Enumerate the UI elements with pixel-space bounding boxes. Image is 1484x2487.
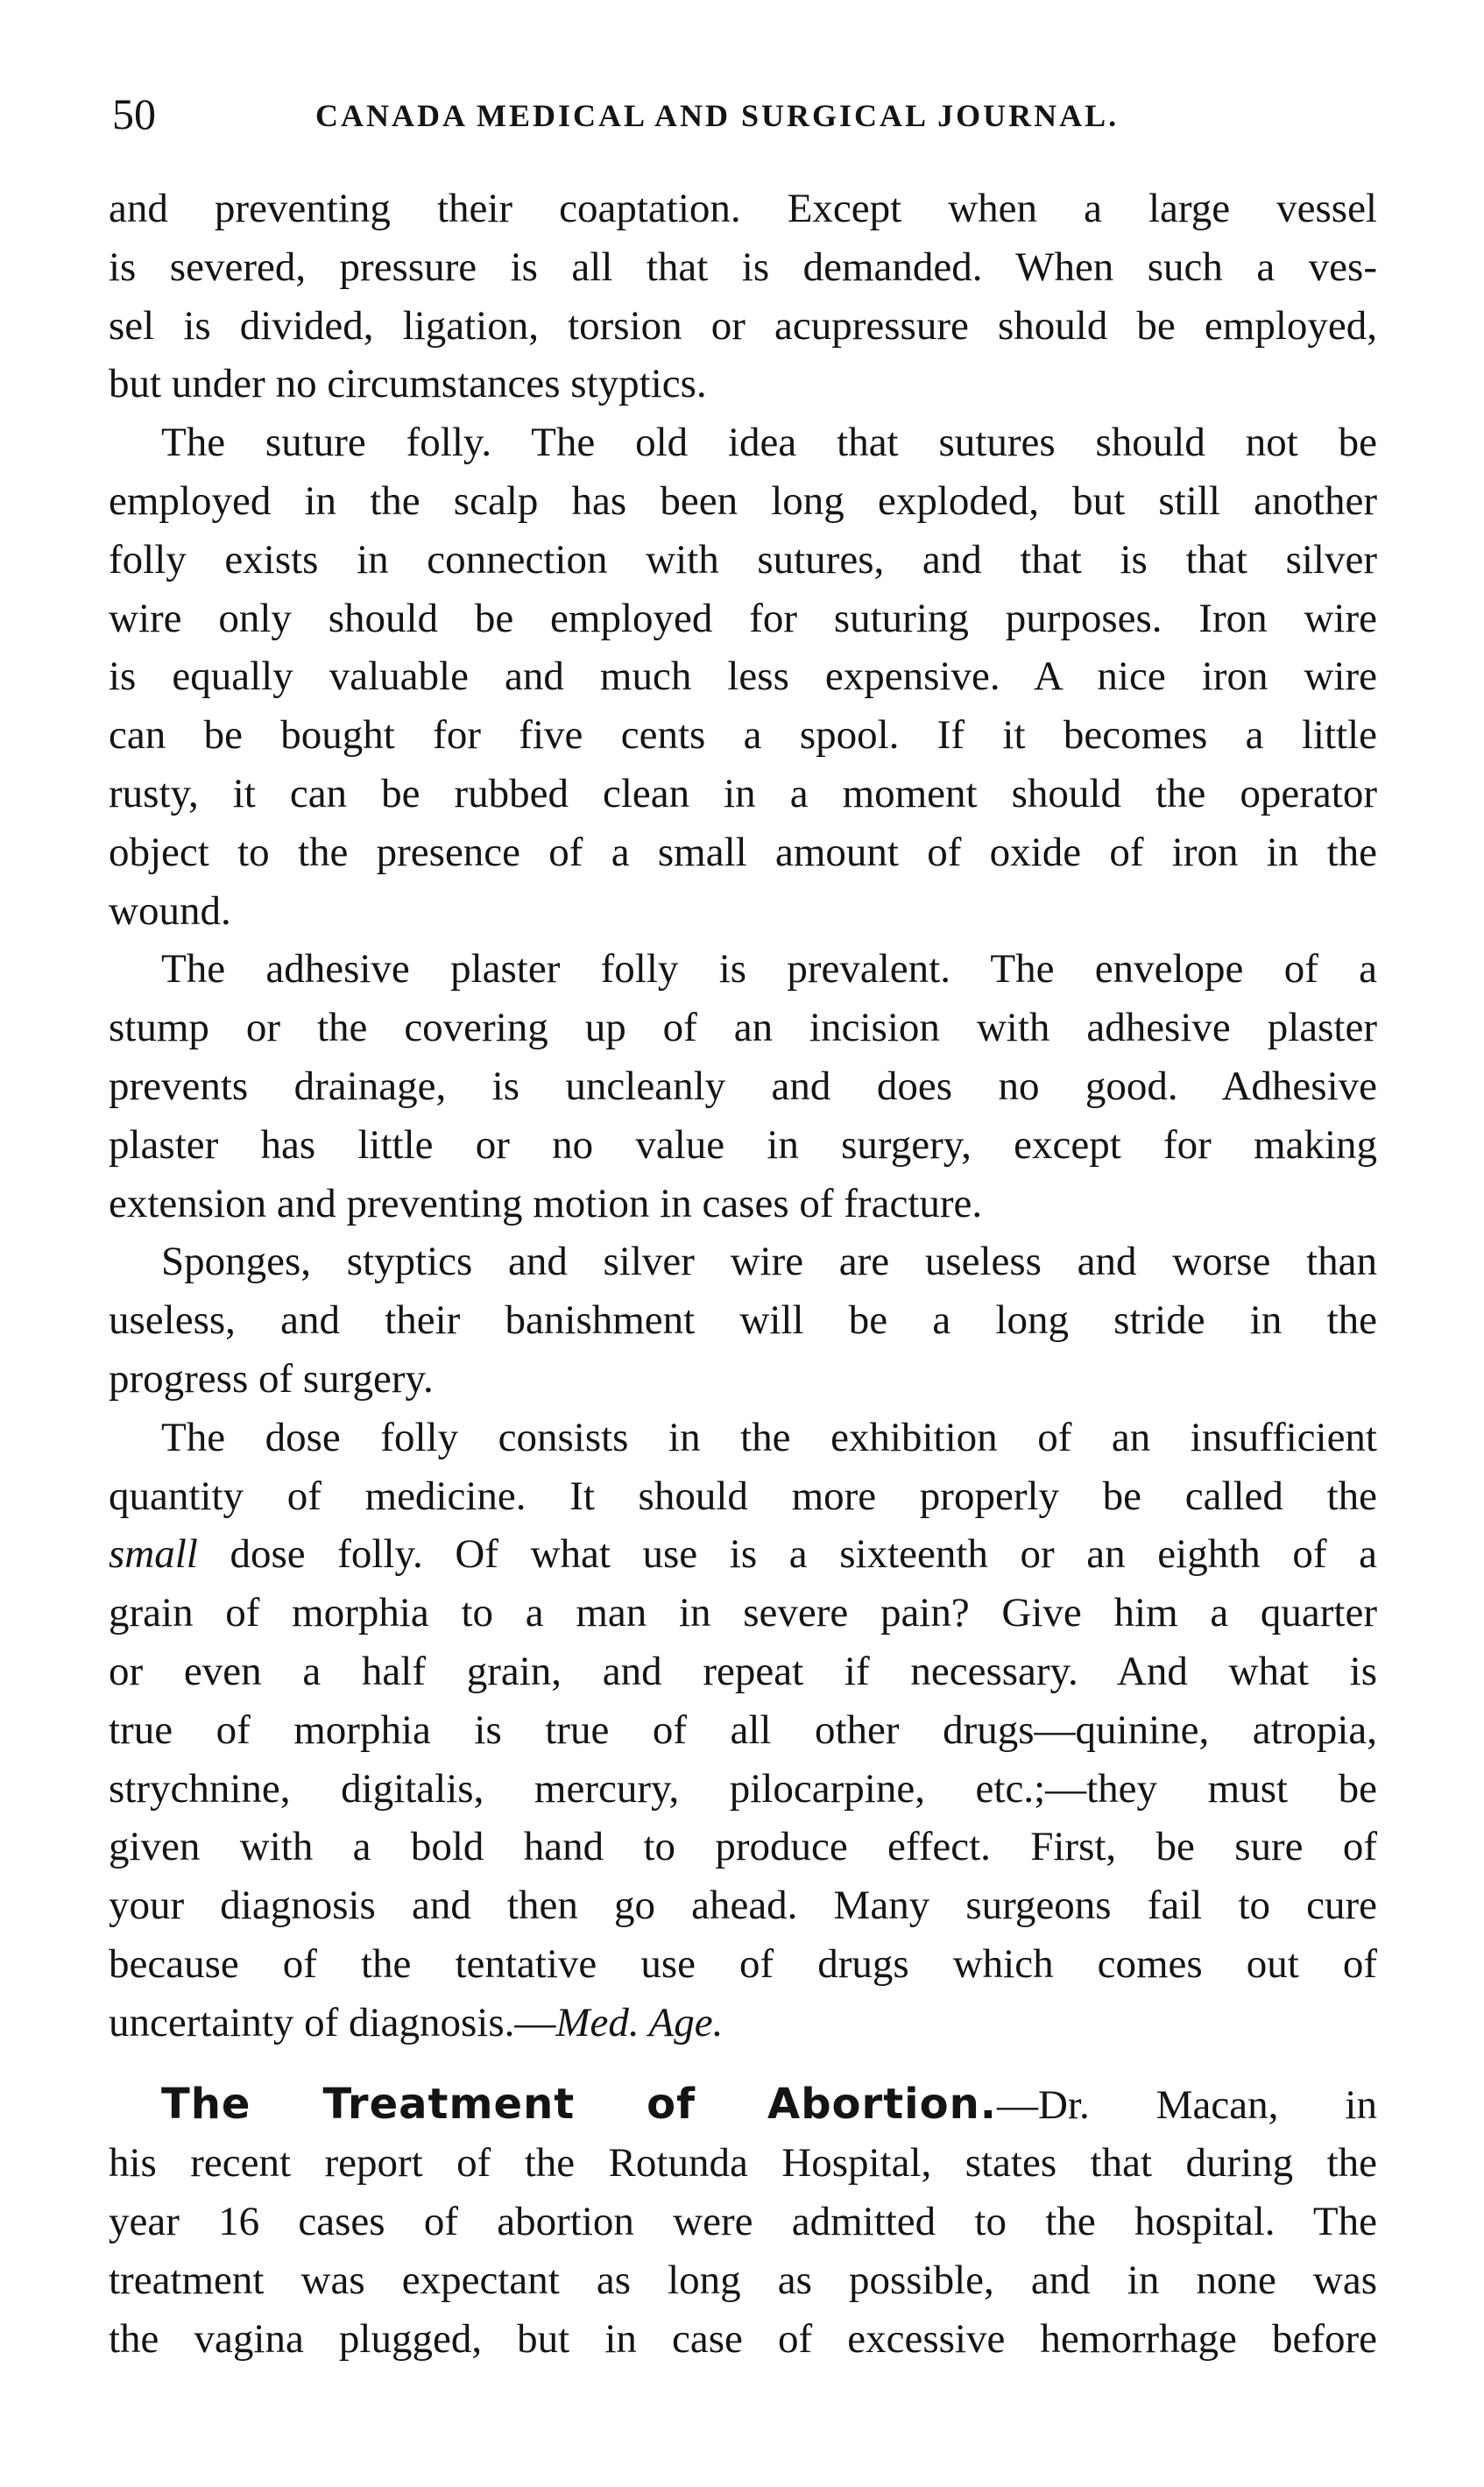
article-headline: The Treatment of Abortion. [161, 2079, 997, 2129]
text-line: folly exists in connection with sutures, and that is that silver [109, 536, 1377, 583]
text-line: grain of morphia to a man in severe pain? Give him a quarter [109, 1590, 1377, 1636]
text-line: treatment was expectant as long as possible, and in none was [109, 2257, 1377, 2303]
text-span: uncertainty of diagnosis.— [109, 1999, 556, 2045]
running-title: CANADA MEDICAL AND SURGICAL JOURNAL. [315, 98, 1120, 133]
text-line: wire only should be employed for suturing purposes. Iron wire [109, 595, 1377, 641]
text-line: the vagina plugged, but in case of excessive hemorrhage before [109, 2315, 1377, 2362]
text-line: is equally valuable and much less expensive. A nice iron wire [109, 654, 1377, 700]
text-line: stump or the covering up of an incision with adhesive plaster [109, 1005, 1377, 1051]
text-line [109, 2075, 1377, 2135]
text-line: wound. [109, 887, 231, 934]
text-line: Sponges, styptics and silver wire are useless and worse than [161, 1239, 1377, 1285]
text-line: progress of surgery. [109, 1355, 434, 1402]
text-line: or even a half grain, and repeat if necessary. And what is [109, 1648, 1377, 1694]
page-header [112, 83, 1374, 145]
text-line: plaster has little or no value in surgery, except for making [109, 1121, 1377, 1168]
text-line: your diagnosis and then go ahead. Many surgeons fail to cure [109, 1883, 1377, 1929]
text-line: quantity of medicine. It should more properly be called the [109, 1473, 1377, 1519]
text-line: given with a bold hand to produce effect. First, be sure of [109, 1824, 1377, 1870]
text-line: can be bought for five cents a spool. If it becomes a little [109, 712, 1377, 759]
text-line: but under no circumstances styptics. [109, 361, 707, 407]
paragraph-suture-folly [109, 413, 1377, 940]
text-line [109, 1525, 1377, 1584]
text-line: object to the presence of a small amount of oxide of iron in the [109, 829, 1377, 875]
text-line: strychnine, digitalis, mercury, pilocarpine, etc.;—they must be [109, 1765, 1377, 1812]
text-line: year 16 cases of abortion were admitted to the hospital. The [109, 2199, 1377, 2245]
text-line [109, 1994, 1377, 2052]
paragraph-continuation [109, 180, 1377, 413]
text-line: true of morphia is true of all other drugs—quinine, atropia, [109, 1706, 1377, 1753]
text-line: is severed, pressure is all that is demanded. When such a ves- [109, 244, 1377, 290]
paragraph-dose-folly [109, 1409, 1377, 2052]
text-line: and preventing their coaptation. Except when a large vessel [109, 186, 1377, 231]
text-line: The dose folly consists in the exhibition of an insufficient [161, 1414, 1377, 1460]
article-body [109, 180, 1377, 2368]
text-line: his recent report of the Rotunda Hospital, states that during the [109, 2140, 1377, 2187]
text-line: because of the tentative use of drugs which comes out of [109, 1940, 1377, 1987]
source-citation: Med. Age. [555, 1999, 724, 2045]
italic-word: small [109, 1531, 198, 1578]
text-span: —Dr. Macan, in [996, 2081, 1377, 2128]
paragraph-sponges [109, 1233, 1377, 1408]
text-line: sel is divided, ligation, torsion or acupressure should be employed, [109, 302, 1377, 349]
text-line: employed in the scalp has been long exploded, but still another [109, 477, 1377, 524]
text-line: rusty, it can be rubbed clean in a moment should the operator [109, 770, 1377, 816]
paragraph-adhesive-plaster-folly [109, 940, 1377, 1233]
text-line: The adhesive plaster folly is prevalent. The envelope of a [161, 946, 1377, 993]
text-span: dose folly. Of what use is a sixteenth or an eighth of a [197, 1531, 1377, 1578]
page-number: 50 [112, 89, 156, 138]
text-line: prevents drainage, is uncleanly and does no good. Adhesive [109, 1063, 1377, 1109]
article-treatment-of-abortion [109, 2075, 1377, 2369]
text-line: extension and preventing motion in cases of fracture. [109, 1180, 983, 1226]
text-line: The suture folly. The old idea that sutures should not be [161, 420, 1377, 466]
text-line: useless, and their banishment will be a long stride in the [109, 1297, 1377, 1344]
